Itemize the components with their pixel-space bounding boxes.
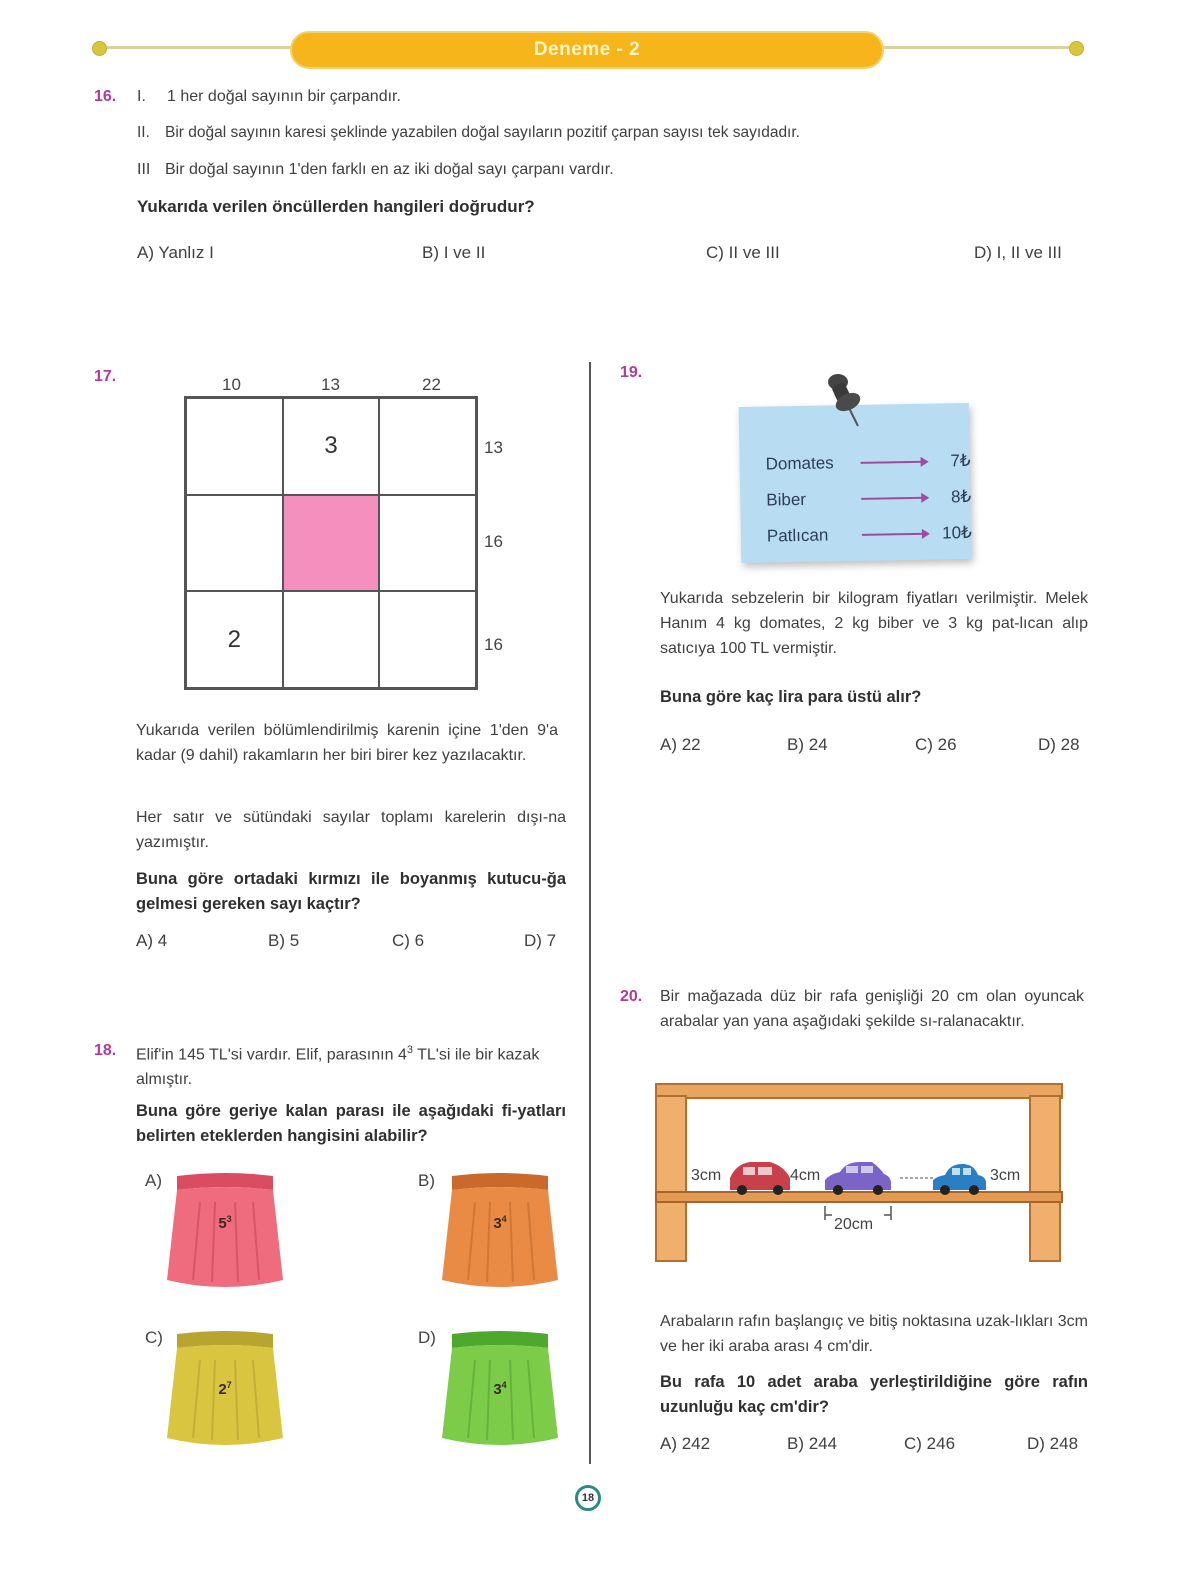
q18-option-d-label[interactable]: D) (418, 1328, 436, 1347)
price-row (766, 487, 971, 511)
q18-question: Buna göre geriye kalan parası ile aşağıdaki fi-yatları belirten eteklerden hangisini alabilir? (136, 1102, 566, 1145)
label-car-width: 20cm (834, 1216, 874, 1233)
q20-option-a[interactable]: A) 242 (660, 1434, 711, 1453)
vegetable-name: Patlıcan (766, 525, 829, 546)
skirt-c-base: 2 (218, 1381, 227, 1398)
q16-option-b[interactable]: B) I ve II (422, 243, 486, 262)
price-row (767, 523, 972, 547)
grid-cell (186, 495, 283, 592)
q17-option-c[interactable]: C) 6 (392, 931, 425, 950)
q17-option-d[interactable]: D) 7 (524, 931, 557, 950)
question-number-19: 19. (620, 364, 643, 381)
q20-option-b[interactable]: B) 244 (787, 1434, 838, 1453)
q20-option-d[interactable]: D) 248 (1027, 1434, 1079, 1453)
q16-item-1-roman: I. (137, 88, 146, 105)
vegetable-name: Biber (766, 489, 807, 510)
question-number-17: 17. (94, 368, 117, 385)
question-number-16: 16. (94, 88, 117, 105)
q19-option-d[interactable]: D) 28 (1038, 735, 1080, 754)
header-dot-left (92, 41, 107, 56)
page-title (290, 31, 884, 69)
q19-option-c[interactable]: C) 26 (915, 735, 957, 754)
vegetable-price: 10₺ (941, 522, 973, 543)
q20-paragraph-2: Arabaların rafın başlangıç ve bitiş noktasına uzak-lıkları 3cm ve her iki araba arası 4 cm'dir. (660, 1313, 1088, 1355)
car-purple-icon (825, 1162, 891, 1195)
grid-cell (283, 591, 380, 688)
q18-paragraph (136, 1038, 566, 1092)
column-sum-2: 13 (321, 375, 340, 394)
q16-option-d[interactable]: D) I, II ve III (974, 243, 1062, 262)
car-blue-icon (933, 1164, 986, 1195)
q20-paragraph-1: Bir mağazada düz bir rafa genişliği 20 cm olan oyuncak arabalar yan yana aşağıdaki şekilde sı-ralanacaktır. (660, 988, 1084, 1030)
q16-item-2-roman: II. (137, 124, 150, 141)
skirt-option-d[interactable] (440, 1330, 560, 1448)
q18-option-a-label[interactable]: A) (145, 1171, 162, 1190)
skirt-b-base: 3 (493, 1215, 502, 1232)
question-number-18: 18. (94, 1042, 117, 1059)
q16-question: Yukarıda verilen öncüllerden hangileri doğrudur? (137, 197, 535, 216)
q18-option-c-label[interactable]: C) (145, 1328, 163, 1347)
q20-question: Bu rafa 10 adet araba yerleştirildiğine göre rafın uzunluğu kaç cm'dir? (660, 1373, 1088, 1416)
skirt-c-price (165, 1380, 285, 1398)
grid-cell (379, 495, 476, 592)
skirt-c-exp: 7 (226, 1380, 232, 1390)
grid-cell (379, 591, 476, 688)
row-sum-2: 16 (484, 532, 503, 551)
q16-item-3-roman: III (137, 161, 151, 178)
q20-option-c[interactable]: C) 246 (904, 1434, 956, 1453)
arrow-icon (862, 533, 928, 536)
q16-item-1 (137, 84, 401, 109)
skirt-d-price (440, 1380, 560, 1398)
skirt-a-base: 5 (218, 1215, 227, 1232)
q19-option-b[interactable]: B) 24 (787, 735, 828, 754)
header-line-left (100, 46, 295, 49)
q19-option-a[interactable]: A) 22 (660, 735, 701, 754)
q18-option-b-label[interactable]: B) (418, 1171, 435, 1190)
skirt-option-b[interactable] (440, 1172, 560, 1290)
arrow-icon (861, 461, 927, 464)
vegetable-price: 8₺ (950, 486, 972, 507)
column-sum-3: 22 (422, 375, 441, 394)
q16-item-1-text: 1 her doğal sayının bir çarpandır. (167, 88, 401, 105)
q16-item-2-text: Bir doğal sayının karesi şeklinde yazabilen doğal sayıların pozitif çarpan sayısı tek sayıdadır. (165, 124, 800, 141)
page-number (575, 1485, 601, 1511)
q19-paragraph: Yukarıda sebzelerin bir kilogram fiyatları verilmiştir. Melek Hanım 4 kg domates, 2 kg biber ve 3 kg pat-lıcan alıp satıcıya 100 TL vermiştir. (660, 590, 1088, 657)
page-title-text: Deneme - 2 (533, 39, 641, 60)
car-red-icon (730, 1162, 790, 1195)
arrow-icon (861, 497, 927, 500)
grid-cell (186, 398, 283, 495)
price-row (765, 451, 970, 475)
skirt-a-price (165, 1214, 285, 1232)
pushpin-icon (818, 370, 874, 430)
skirt-a-exp: 3 (226, 1214, 232, 1224)
grid-cell (379, 398, 476, 495)
q16-item-2 (137, 120, 800, 145)
skirt-d-exp: 4 (501, 1380, 507, 1390)
q17-option-b[interactable]: B) 5 (268, 931, 300, 950)
page-number-text: 18 (581, 1492, 595, 1504)
grid-cell: 2 (186, 591, 283, 688)
skirt-option-c[interactable] (165, 1330, 285, 1448)
shelf-top (656, 1084, 1062, 1098)
q16-option-c[interactable]: C) II ve III (706, 243, 780, 262)
q16-option-a[interactable]: A) Yanlız I (137, 243, 214, 262)
label-between-gap: 4cm (790, 1167, 821, 1184)
vegetable-name: Domates (765, 453, 834, 474)
q17-paragraph-2: Her satır ve sütündaki sayılar toplamı karelerin dışı-na yazımıştır. (136, 809, 566, 851)
header-dot-right (1069, 41, 1084, 56)
label-right-gap: 3cm (990, 1167, 1021, 1184)
header-line-right (880, 46, 1076, 49)
skirt-option-a[interactable] (165, 1172, 285, 1290)
vegetable-price: 7₺ (950, 450, 971, 471)
row-sum-1: 13 (484, 438, 503, 457)
shelf-left-leg (656, 1096, 686, 1261)
shelf-board (656, 1192, 1062, 1202)
grid-cell: 3 (283, 398, 380, 495)
q17-paragraph-1: Yukarıda verilen bölümlendirilmiş karenin içine 1'den 9'a kadar (9 dahil) rakamların her biri birer kez yazılacaktır. (136, 722, 558, 764)
skirt-b-price (440, 1214, 560, 1232)
q18-text-before: Elif'in 145 TL'si vardır. Elif, parasının 4 (136, 1046, 407, 1064)
q18-text-after: TL'si ile bir kazak almıştır. (136, 1046, 540, 1089)
shelf-right-leg (1030, 1096, 1060, 1261)
row-sum-3: 16 (484, 635, 503, 654)
q16-item-3 (137, 157, 614, 182)
q17-option-a[interactable]: A) 4 (136, 931, 168, 950)
grid-cell-highlighted (283, 495, 380, 592)
column-divider (589, 362, 591, 1464)
q17-question: Buna göre ortadaki kırmızı ile boyanmış kutucu-ğa gelmesi gereken sayı kaçtır? (136, 870, 566, 913)
number-grid (184, 396, 478, 690)
skirt-d-base: 3 (493, 1381, 502, 1398)
q16-item-3-text: Bir doğal sayının 1'den farklı en az iki doğal sayı çarpanı vardır. (165, 161, 614, 178)
skirt-b-exp: 4 (501, 1214, 507, 1224)
q19-question: Buna göre kaç lira para üstü alır? (660, 688, 922, 706)
question-number-20: 20. (620, 988, 643, 1005)
q18-exponent: 3 (406, 1044, 413, 1056)
column-sum-1: 10 (222, 375, 241, 394)
label-left-gap: 3cm (691, 1167, 722, 1184)
